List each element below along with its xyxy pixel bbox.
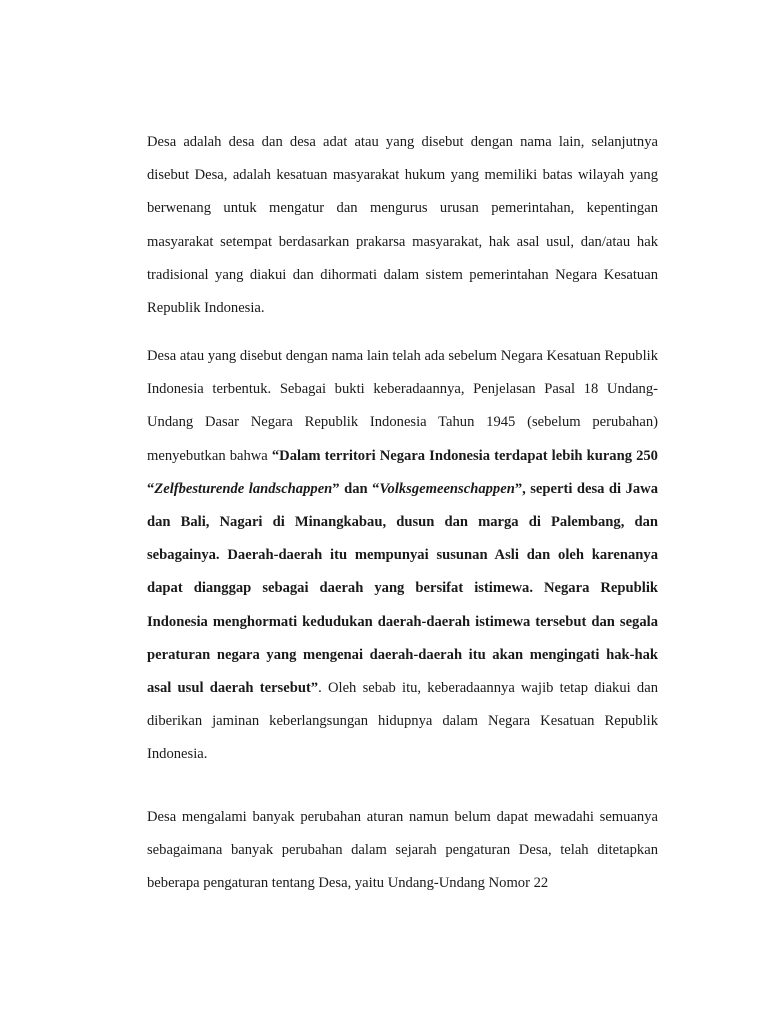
paragraph-desa-regulation xyxy=(147,801,658,901)
paragraph-text: Desa mengalami banyak perubahan aturan namun belum dapat mewadahi semuanya sebagaimana banyak perubahan dalam sejarah pengaturan Desa, telah ditetapkan beberapa pengaturan tentang Desa, yaitu Undang-Undang Nomor 22 xyxy=(147,809,658,892)
outro-text: . Oleh sebab itu, keberadaannya wajib tetap diakui dan diberikan jaminan keberlangsungan hidupnya dalam Negara Kesatuan Republik Indonesia. xyxy=(147,680,659,763)
intro-text: Desa atau yang disebut dengan nama lain telah ada sebelum Negara Kesatuan Republik Indonesia terbentuk. Sebagai bukti keberadaannya, Penjelasan Pasal 18 Undang-Undang Dasar Negara Republik Indonesia Tahun 1945 (sebelum perubahan) menyebutkan bahwa xyxy=(147,348,658,464)
quote-text: ”, seperti desa di Jawa dan Bali, Nagari di Minangkabau, dusun dan marga di Palembang, dan sebagainya. Daerah-daerah itu mempunyai susunan Asli dan oleh karenanya dapat dianggap sebagai daerah yang bersifat istimewa. Negara Republik Indonesia menghormati kedudukan daerah-daerah istimewa tersebut dan segala peraturan negara yang mengenai daerah-daerah itu akan mengingati hak-hak asal usul daerah tersebut” xyxy=(147,480,659,697)
paragraph-desa-history xyxy=(147,340,658,772)
paragraph-text: Desa adalah desa dan desa adat atau yang disebut dengan nama lain, selanjutnya disebut Desa, adalah kesatuan masyarakat hukum yang memiliki batas wilayah yang berwenang untuk mengatur dan mengurus urusan pemerintahan, kepentingan masyarakat setempat berdasarkan prakarsa masyarakat, hak asal usul, dan/atau hak tradisional yang diakui dan dihormati dalam sistem pemerintahan Negara Kesatuan Republik Indonesia. xyxy=(147,134,658,317)
paragraph-desa-definition xyxy=(147,126,658,325)
quote-italic-term: Zelfbesturende landschappen xyxy=(154,480,333,497)
quote-italic-term: Volksgemeenschappen xyxy=(379,480,515,497)
quote-text: “Dalam territori Negara Indonesia terdapat lebih kurang 250 “ xyxy=(147,447,658,497)
quote-text: ” dan “ xyxy=(332,480,380,497)
paragraph-text xyxy=(147,340,658,772)
